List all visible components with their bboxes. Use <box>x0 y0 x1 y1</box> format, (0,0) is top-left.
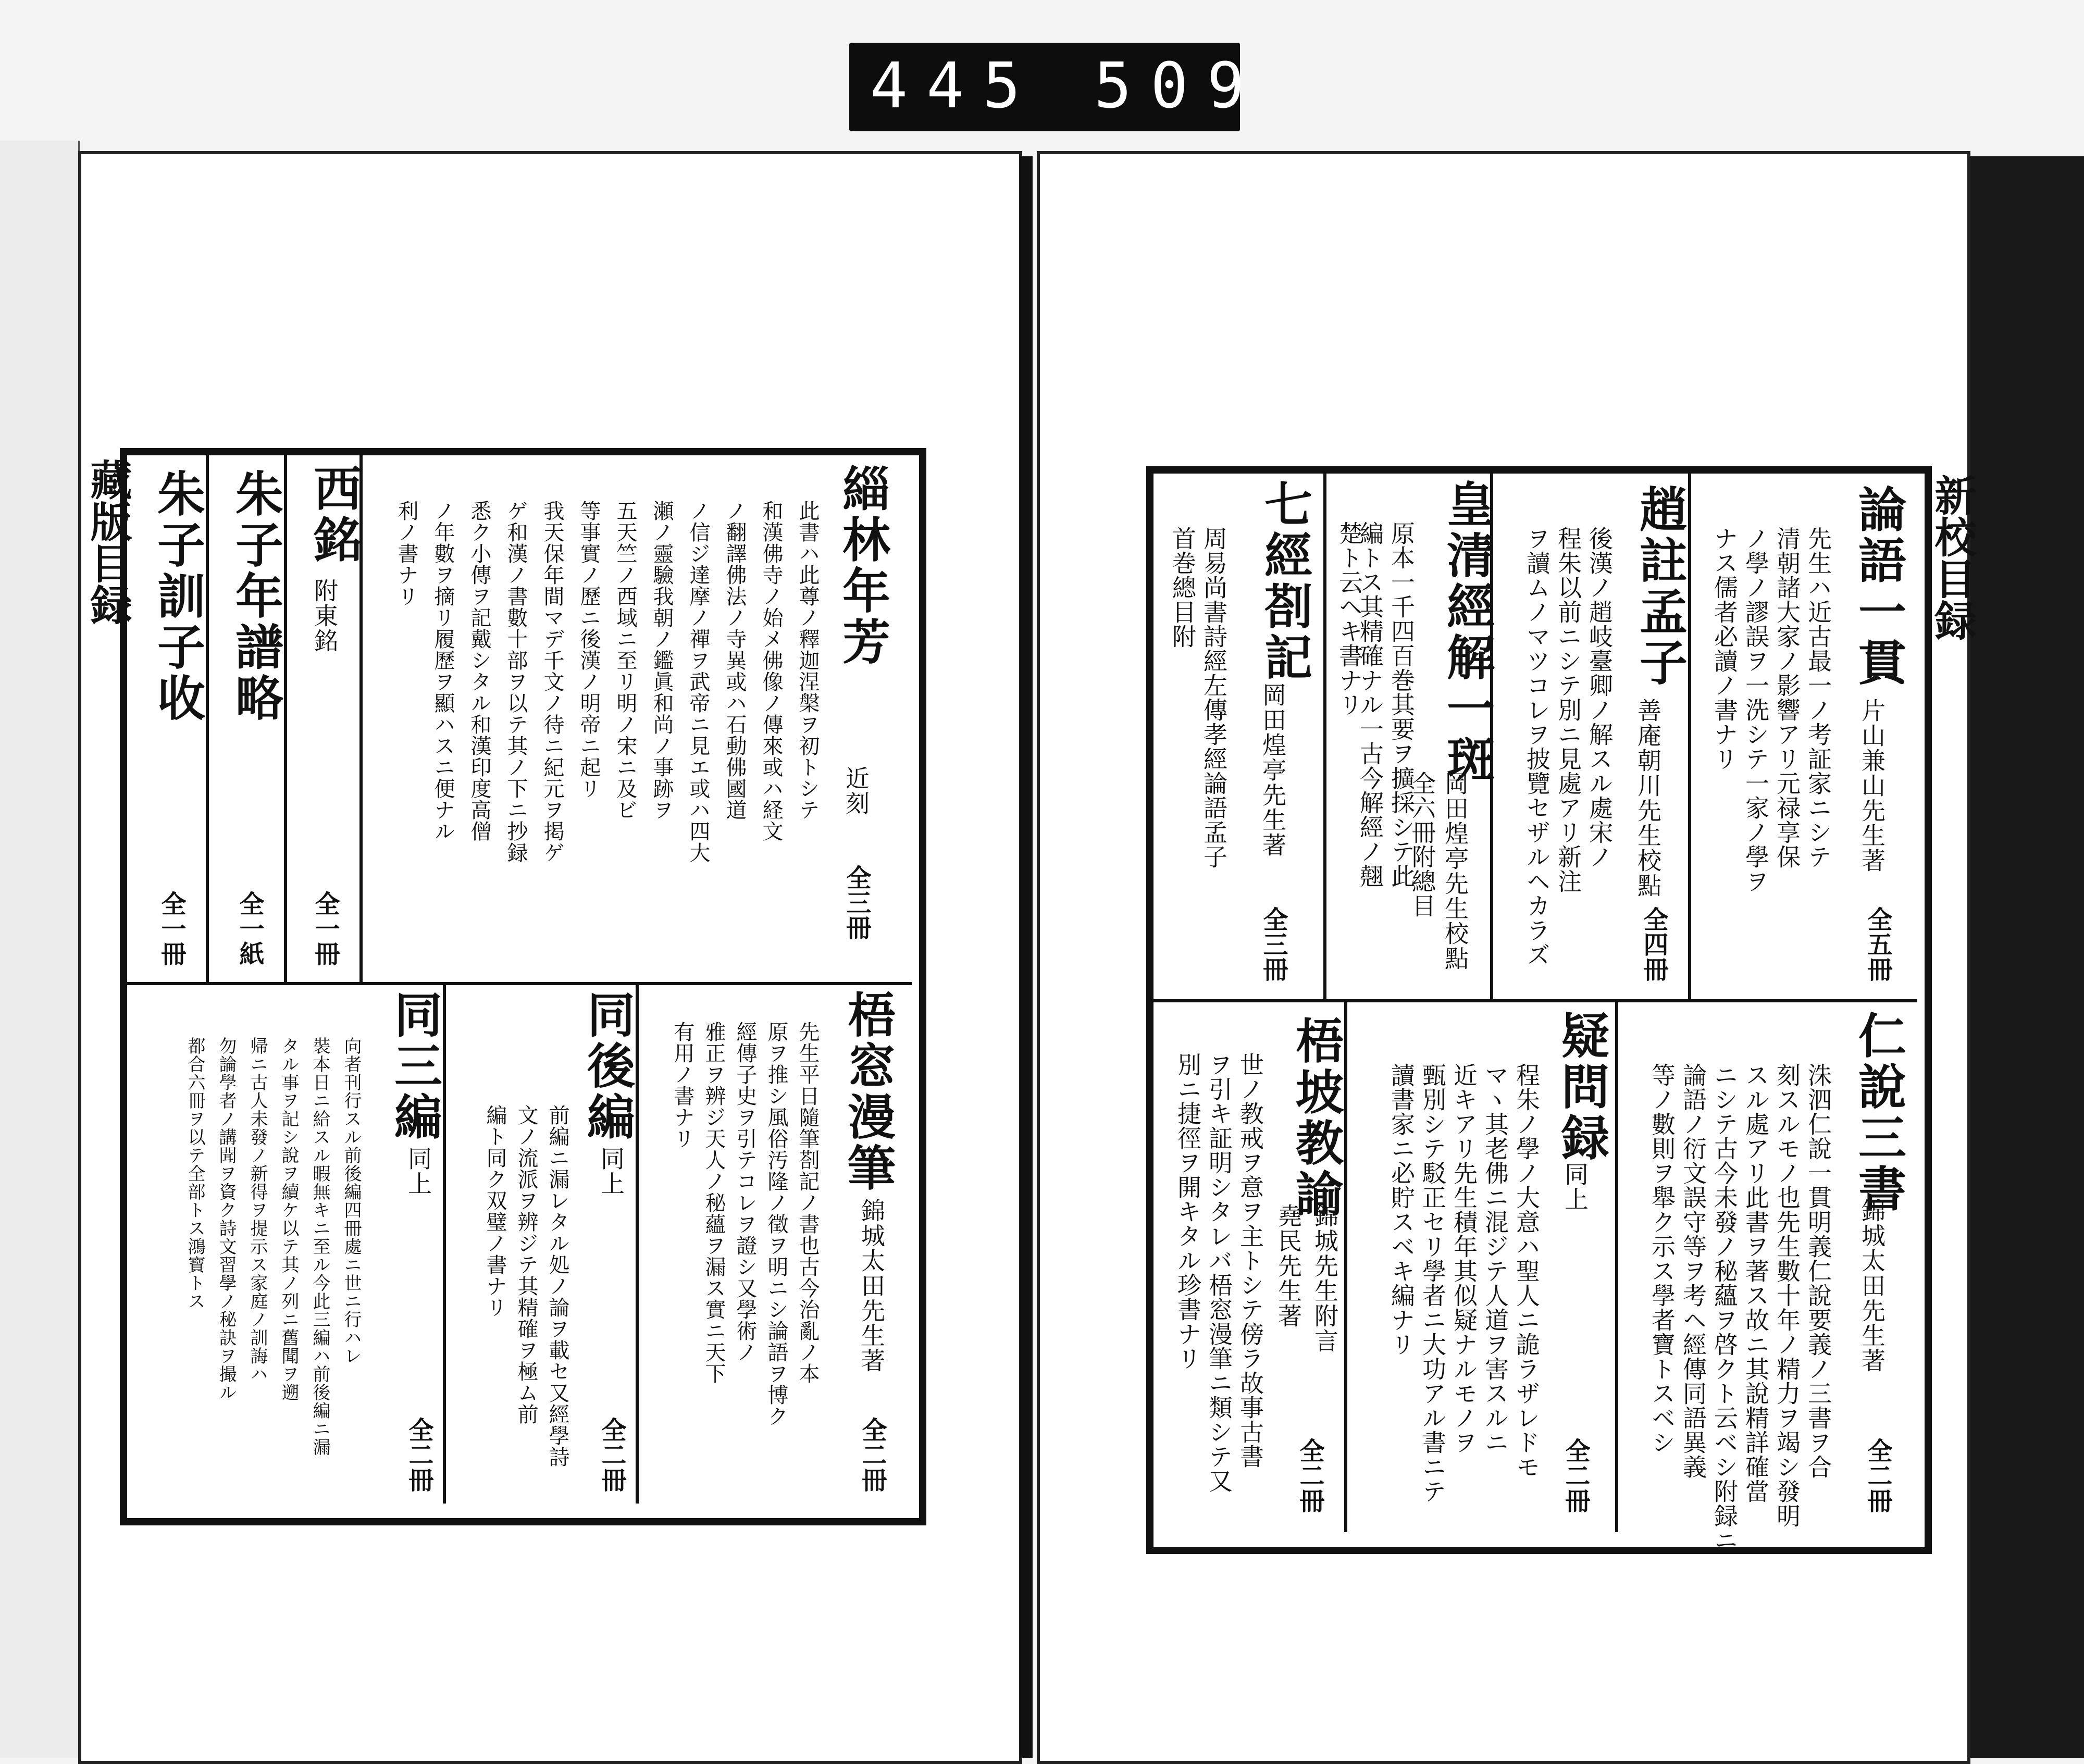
entry-desc-line: 程朱ノ學ノ大意ハ聖人ニ詭ラザレドモ <box>1512 1063 1541 1479</box>
entry-desc-line: 別ニ捷徑ヲ開キタル珍書ナリ <box>1174 1052 1202 1371</box>
entry-author: 同上 <box>597 1146 625 1196</box>
entry-desc-line: 勿論學者ノ講聞ヲ資ク詩文習學ノ秘訣ヲ撮ル <box>216 1037 237 1401</box>
entry-author: 片山兼山先生著 <box>1858 698 1886 873</box>
entry-count: 全四冊 <box>1639 906 1668 982</box>
entry-desc-line: ヲ引キ証明シタレバ梧窓漫筆ニ類シテ又 <box>1205 1052 1233 1493</box>
entry-desc-line: 瀬ノ靈驗我朝ノ鑑眞和尚ノ事跡ヲ <box>650 500 674 821</box>
entry-count: 全六冊附總目 <box>1408 771 1436 918</box>
entry-author: 善庵朝川先生校點 <box>1634 698 1662 898</box>
entry-author: 近刻 <box>842 766 870 816</box>
entry-title: 疑問録 <box>1554 1011 1610 1164</box>
entry-desc-line: 先生平日隨筆剳記ノ書也古今治亂ノ本 <box>796 1021 820 1384</box>
entry-desc-line: 程朱以前ニシテ別ニ見處アリ新注 <box>1554 526 1582 893</box>
entry-title: 梧坡教諭 <box>1288 1016 1344 1220</box>
entry-count: 全二冊 <box>1561 1438 1590 1513</box>
entry-desc-line: スル處アリ此書ヲ著ス故ニ其說精詳確當 <box>1742 1063 1770 1504</box>
entry-title: 朱子年譜略 <box>228 469 284 724</box>
entry-desc-line: 裝本日ニ給スル暇無キニ至ル今此三編ハ前後編ニ漏 <box>309 1037 330 1456</box>
entry-desc-line: ヲ讀ムノマツコレヲ披覽セザルヘカラズ <box>1523 526 1551 967</box>
entry-author: 岡田煌亭先生著 <box>1259 682 1287 858</box>
entry-title: 緇林年芳 <box>835 464 891 668</box>
entry-desc-line: 後漢ノ趙岐臺卿ノ解スル處宋ノ <box>1585 526 1614 869</box>
entry-count: 全二冊 <box>858 1417 887 1492</box>
entry-desc-line: 原本一千四百巻其要ヲ擴採シテ此 <box>1387 521 1416 888</box>
entry-count: 全三冊 <box>842 865 871 940</box>
entry-desc-line: 等事實ノ歷ニ後漢ノ明帝ニ起リ <box>577 500 601 799</box>
entry-desc-line: 利ノ書ナリ <box>394 500 418 607</box>
entry-desc-line: 清朝諸大家ノ影響アリ元禄享保 <box>1773 526 1801 869</box>
entry-count: 全一紙 <box>235 891 264 966</box>
entry-title: 梧窓漫筆 <box>840 990 896 1194</box>
left-margin-title: 藏版目録 <box>83 458 132 625</box>
entry-desc-line: 楚ト云ヘキ書ナリ <box>1335 521 1363 717</box>
entry-desc-line: 世ノ教戒ヲ意ヲ主トシテ傍ラ故事古書 <box>1236 1052 1264 1469</box>
entry-desc-line: マヽ其老佛ニ混ジテ人道ヲ害スルニ <box>1481 1063 1509 1455</box>
entry-count: 全三冊 <box>1259 906 1288 982</box>
entry-desc-line: 甄別シテ駁正セリ學者ニ大功アル書ニテ <box>1419 1063 1447 1504</box>
entry-title: 同後編 <box>579 990 636 1143</box>
entry-desc-line: ノ年數ヲ摘リ履歷ヲ顯ハスニ便ナル <box>431 500 455 842</box>
entry-desc-line: 編トス其精確ナル一古今解經ノ翹 <box>1356 521 1384 888</box>
right-margin-title: 新校目録 <box>1928 474 1977 641</box>
entry-desc-line: 有用ノ書ナリ <box>671 1021 694 1149</box>
entry-desc-line: 讀書家ニ必貯スベキ編ナリ <box>1387 1063 1416 1357</box>
archive-label <box>849 43 1263 131</box>
entry-desc-line: 先生ハ近古最一ノ考証家ニシテ <box>1804 526 1832 869</box>
entry-author: 錦城太田先生著 <box>1858 1198 1886 1373</box>
entry-desc-line: 都合六冊ヲ以テ全部トス鴻寶トス <box>184 1037 205 1310</box>
entry-desc-line: 文ノ流派ヲ辨ジテ其精確ヲ極ム前 <box>514 1104 538 1425</box>
entry-desc-line: ナス儒者必讀ノ書ナリ <box>1710 526 1739 771</box>
entry-title: 仁說三書 <box>1851 1011 1907 1215</box>
entry-title: 皇清經解一斑 <box>1439 479 1495 786</box>
entry-author: 同上 <box>404 1146 432 1196</box>
entry-desc-line: 等ノ數則ヲ舉ク示ス學者寶トスベシ <box>1648 1063 1676 1455</box>
entry-author: 同上 <box>1561 1162 1589 1212</box>
entry-desc-line: 我天保年間マデ千文ノ待ニ紀元ヲ掲ゲ <box>540 500 564 863</box>
entry-count: 全二冊 <box>597 1417 626 1492</box>
book-spine <box>1020 156 1033 1758</box>
entry-desc-line: 五天竺ノ西域ニ至リ明ノ宋ニ及ビ <box>613 500 637 821</box>
entry-desc-line: 向者刊行スル前後編四冊處ニ世ニ行ハレ <box>341 1037 362 1365</box>
entry-desc-line: 近キアリ先生積年其似疑ナルモノヲ <box>1450 1063 1478 1455</box>
entry-desc-line: 悉ク小傳ヲ記戴シタル和漢印度高僧 <box>467 500 491 842</box>
entry-count: 全二冊 <box>1863 1438 1892 1513</box>
entry-desc-line: 原ヲ推シ風俗汚隆ノ徵ヲ明ニシ論語ヲ博ク <box>764 1021 788 1427</box>
entry-title: 趙註孟子 <box>1632 485 1688 689</box>
entry-title: 論語一貫 <box>1851 485 1907 689</box>
label-right-number: 509 <box>1094 50 1263 122</box>
entry-count: 全二冊 <box>1295 1438 1324 1513</box>
entry-author: 錦城太田先生著 <box>858 1198 886 1373</box>
entry-desc-line: 雅正ヲ辨ジ天人ノ秘蘊ヲ漏ス實ニ天下 <box>702 1021 726 1384</box>
entry-desc-line: 編ト同ク双璧ノ書ナリ <box>483 1104 507 1318</box>
entry-desc-line: 和漢佛寺ノ始メ佛像ノ傳來或ハ経文 <box>759 500 783 842</box>
left-panel-divider <box>127 982 912 985</box>
entry-author: 岡田煌亭先生校點 <box>1441 771 1469 971</box>
entry-desc-line: 首巻總目附 <box>1169 526 1197 649</box>
entry-desc-line: 經傳子史ヲ引テコレヲ證シ又學術ノ <box>733 1021 757 1363</box>
left-page-edge <box>0 141 80 1758</box>
right-panel-divider <box>1153 999 1917 1002</box>
entry-desc-line: 周易尚書詩經左傳孝經論語孟子 <box>1200 526 1228 869</box>
right-top-divider-3 <box>1323 474 1326 999</box>
entry-author-secondary: 堯民先生著 <box>1274 1203 1302 1328</box>
entry-author: 錦城先生附言 <box>1311 1203 1339 1353</box>
entry-count: 全二冊 <box>404 1417 433 1492</box>
entry-desc-line: 論語ノ衍文誤守等ヲ考ヘ經傳同語異義 <box>1679 1063 1707 1479</box>
entry-title: 西銘 <box>306 464 362 566</box>
entry-desc-line: タル事ヲ記シ說ヲ續ケ以テ其ノ列ニ舊聞ヲ遡 <box>278 1037 299 1401</box>
entry-title: 同三編 <box>387 990 443 1143</box>
entry-desc-line: ゲ和漢ノ書數十部ヲ以テ其ノ下ニ抄録 <box>504 500 528 863</box>
entry-desc-line: ニシテ古今未發ノ秘蘊ヲ啓クト云ベシ附録ニ <box>1710 1063 1739 1552</box>
entry-count: 全一冊 <box>157 891 186 966</box>
label-left-number: 445 <box>870 50 1039 122</box>
right-page-edge <box>1964 156 2084 1758</box>
entry-author: 附東銘 <box>311 578 339 653</box>
entry-title: 朱子訓子收 <box>150 469 206 724</box>
entry-desc-line: 刻スルモノ也先生數十年ノ精力ヲ竭シ發明 <box>1773 1063 1801 1528</box>
entry-desc-line: 洙泗仁說一貫明義仁說要義ノ三書ヲ合 <box>1804 1063 1832 1479</box>
entry-desc-line: 帰ニ古人未發ノ新得ヲ提示ス家庭ノ訓誨ハ <box>247 1037 268 1383</box>
entry-count: 全五冊 <box>1863 906 1892 982</box>
entry-count: 全一冊 <box>311 891 340 966</box>
entry-desc-line: 前編ニ漏レタル処ノ論ヲ載セ又經學詩 <box>545 1104 569 1468</box>
entry-desc-line: ノ信ジ達摩ノ禪ヲ武帝ニ見エ或ハ四大 <box>686 500 710 863</box>
entry-title: 七經剳記 <box>1257 479 1313 684</box>
entry-desc-line: ノ學ノ謬誤ヲ一洗シテ一家ノ學ヲ <box>1742 526 1770 893</box>
entry-desc-line: ノ翻譯佛法ノ寺異或ハ石動佛國道 <box>723 500 747 821</box>
entry-desc-line: 此書ハ此尊ノ釋迦涅槃ヲ初トシテ <box>796 500 820 821</box>
